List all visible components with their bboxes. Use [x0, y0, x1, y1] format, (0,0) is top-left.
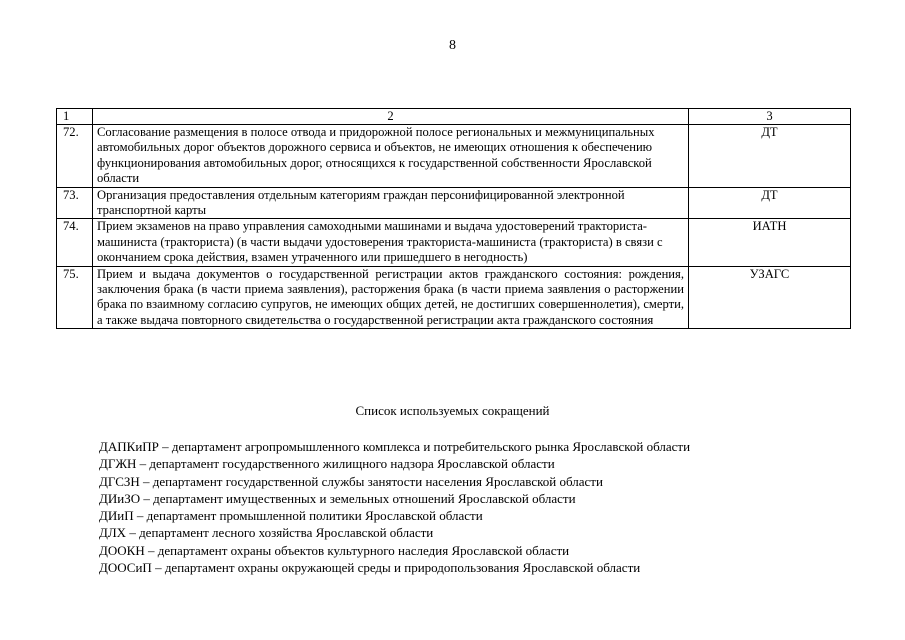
- row-department: ИАТН: [689, 219, 851, 266]
- table-row: [57, 187, 851, 219]
- abbreviation-item: ДГСЗН – департамент государственной службы занятости населения Ярославской области: [99, 473, 603, 489]
- row-number: 74.: [57, 219, 93, 266]
- page-number: 8: [449, 38, 456, 53]
- abbreviations-list: [99, 438, 690, 576]
- table-row: [57, 125, 851, 188]
- column-header-2: 2: [93, 109, 689, 125]
- row-number: 72.: [57, 125, 93, 188]
- table-row: [57, 266, 851, 329]
- abbreviation-item: ДИиП – департамент промышленной политики Ярославской области: [99, 508, 483, 524]
- abbreviations-title: Список используемых сокращений: [355, 403, 550, 418]
- row-department: ДТ: [689, 125, 851, 188]
- abbreviation-item: ДООКН – департамент охраны объектов культурного наследия Ярославской области: [99, 542, 570, 558]
- abbreviation-item: ДАПКиПР – департамент агропромышленного комплекса и потребительского рынка Ярославской области: [99, 439, 691, 454]
- abbreviation-item: ДИиЗО – департамент имущественных и земельных отношений Ярославской области: [99, 490, 576, 506]
- abbreviation-item: ДГЖН – департамент государственного жилищного надзора Ярославской области: [99, 456, 555, 472]
- row-number: 75.: [57, 266, 93, 329]
- abbreviation-item: ДООСиП – департамент охраны окружающей среды и природопользования Ярославской области: [99, 560, 641, 576]
- abbreviation-item: ДЛХ – департамент лесного хозяйства Ярославской области: [99, 525, 434, 541]
- row-service-text: Прием экзаменов на право управления самоходными машинами и выдача удостоверений тракториста-машиниста (тракториста) (в части выдачи удостоверения тракториста-машиниста (тракториста) в связи с окончанием срока действия, взамен утраченного или пришедшего в негодность): [93, 219, 689, 266]
- row-department: ДТ: [689, 187, 851, 219]
- services-table: [56, 108, 851, 329]
- row-service-text: Согласование размещения в полосе отвода и придорожной полосе региональных и межмуниципальных автомобильных дорог объектов дорожного сервиса и объектов, не имеющих отношения к обеспечению функционирования автомобильных дорог, относящихся к государственной собственности Ярославской области: [93, 125, 689, 188]
- table-row: [57, 219, 851, 266]
- column-header-1: 1: [57, 109, 93, 125]
- table-header-row: [57, 109, 851, 125]
- row-department: УЗАГС: [689, 266, 851, 329]
- row-service-text: Прием и выдача документов о государственной регистрации актов гражданского состояния: рождения, заключения брака (в части приема заявления), расторжения брака (в части приема заявления о расторжении брака по взаимному согласию супругов, не имеющих общих детей, не достигших совершеннолетия), смерти, а также выдача повторного свидетельства о государственной регистрации акта гражданского состояния: [93, 266, 689, 329]
- row-number: 73.: [57, 187, 93, 219]
- column-header-3: 3: [689, 109, 851, 125]
- row-service-text: Организация предоставления отдельным категориям граждан персонифицированной электронной транспортной карты: [93, 187, 689, 219]
